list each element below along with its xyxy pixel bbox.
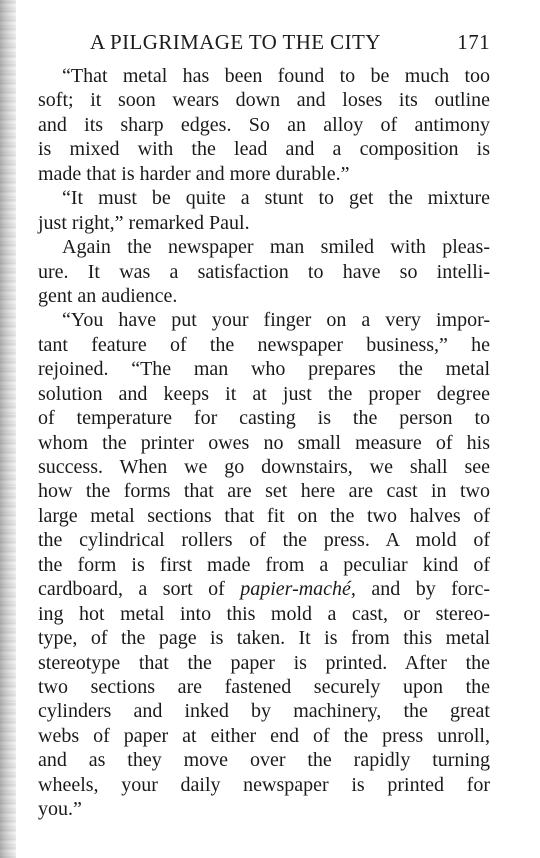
text-line: wheels, your daily newspaper is printed for: [38, 773, 490, 796]
text-line: the cylindrical rollers of the press. A mold of: [38, 529, 490, 552]
text-line: whom the printer owes no small measure of his: [38, 431, 490, 454]
text-line: and its sharp edges. So an alloy of antimony: [38, 113, 490, 136]
text-line: “You have put your finger on a very impor-: [62, 309, 490, 332]
text-line: you.”: [38, 798, 82, 821]
text-line: just right,” remarked Paul.: [38, 211, 250, 234]
text-line: of temperature for casting is the person to: [38, 407, 490, 430]
text-line: rejoined. “The man who prepares the metal: [38, 358, 490, 381]
text-line: ure. It was a satisfaction to have so intelli-: [38, 260, 490, 283]
text-line: the form is first made from a peculiar kind of: [38, 553, 490, 576]
text-line: ing hot metal into this mold a cast, or stereo-: [38, 602, 490, 625]
text-line: webs of paper at either end of the press unroll,: [38, 724, 490, 747]
text-line: Again the newspaper man smiled with pleas-: [62, 236, 490, 259]
italic-term: papier-maché,: [240, 578, 356, 601]
running-head: [38, 30, 490, 56]
text-line: and as they move over the rapidly turning: [38, 749, 490, 772]
text-line: gent an audience.: [38, 284, 178, 307]
text-line: is mixed with the lead and a composition is: [38, 138, 490, 161]
text-line: how the forms that are set here are cast in two: [38, 480, 490, 503]
page-number: 171: [457, 30, 490, 54]
binding-gutter: [0, 0, 16, 858]
text-line: tant feature of the newspaper business,” he: [38, 333, 490, 356]
text-line: cylinders and inked by machinery, the great: [38, 700, 490, 723]
text-segment: and by forc-: [355, 578, 490, 601]
text-line: two sections are fastened securely upon the: [38, 675, 490, 698]
text-line: stereotype that the paper is printed. After the: [38, 651, 490, 674]
text-line: made that is harder and more durable.”: [38, 162, 350, 185]
text-segment: cardboard, a sort of: [38, 578, 241, 601]
text-line-with-italic: [38, 577, 490, 601]
text-line: success. When we go downstairs, we shall see: [38, 456, 490, 478]
text-line: “That metal has been found to be much too: [62, 65, 490, 87]
text-line: solution and keeps it at just the proper degree: [38, 382, 490, 405]
text-line: type, of the page is taken. It is from this metal: [38, 627, 490, 650]
text-line: soft; it soon wears down and loses its outline: [38, 89, 490, 112]
text-line: “It must be quite a stunt to get the mixture: [62, 187, 490, 210]
body-text: [38, 64, 490, 822]
text-line: large metal sections that fit on the two halves of: [38, 504, 490, 527]
running-head-title: A PILGRIMAGE TO THE CITY: [90, 30, 381, 54]
